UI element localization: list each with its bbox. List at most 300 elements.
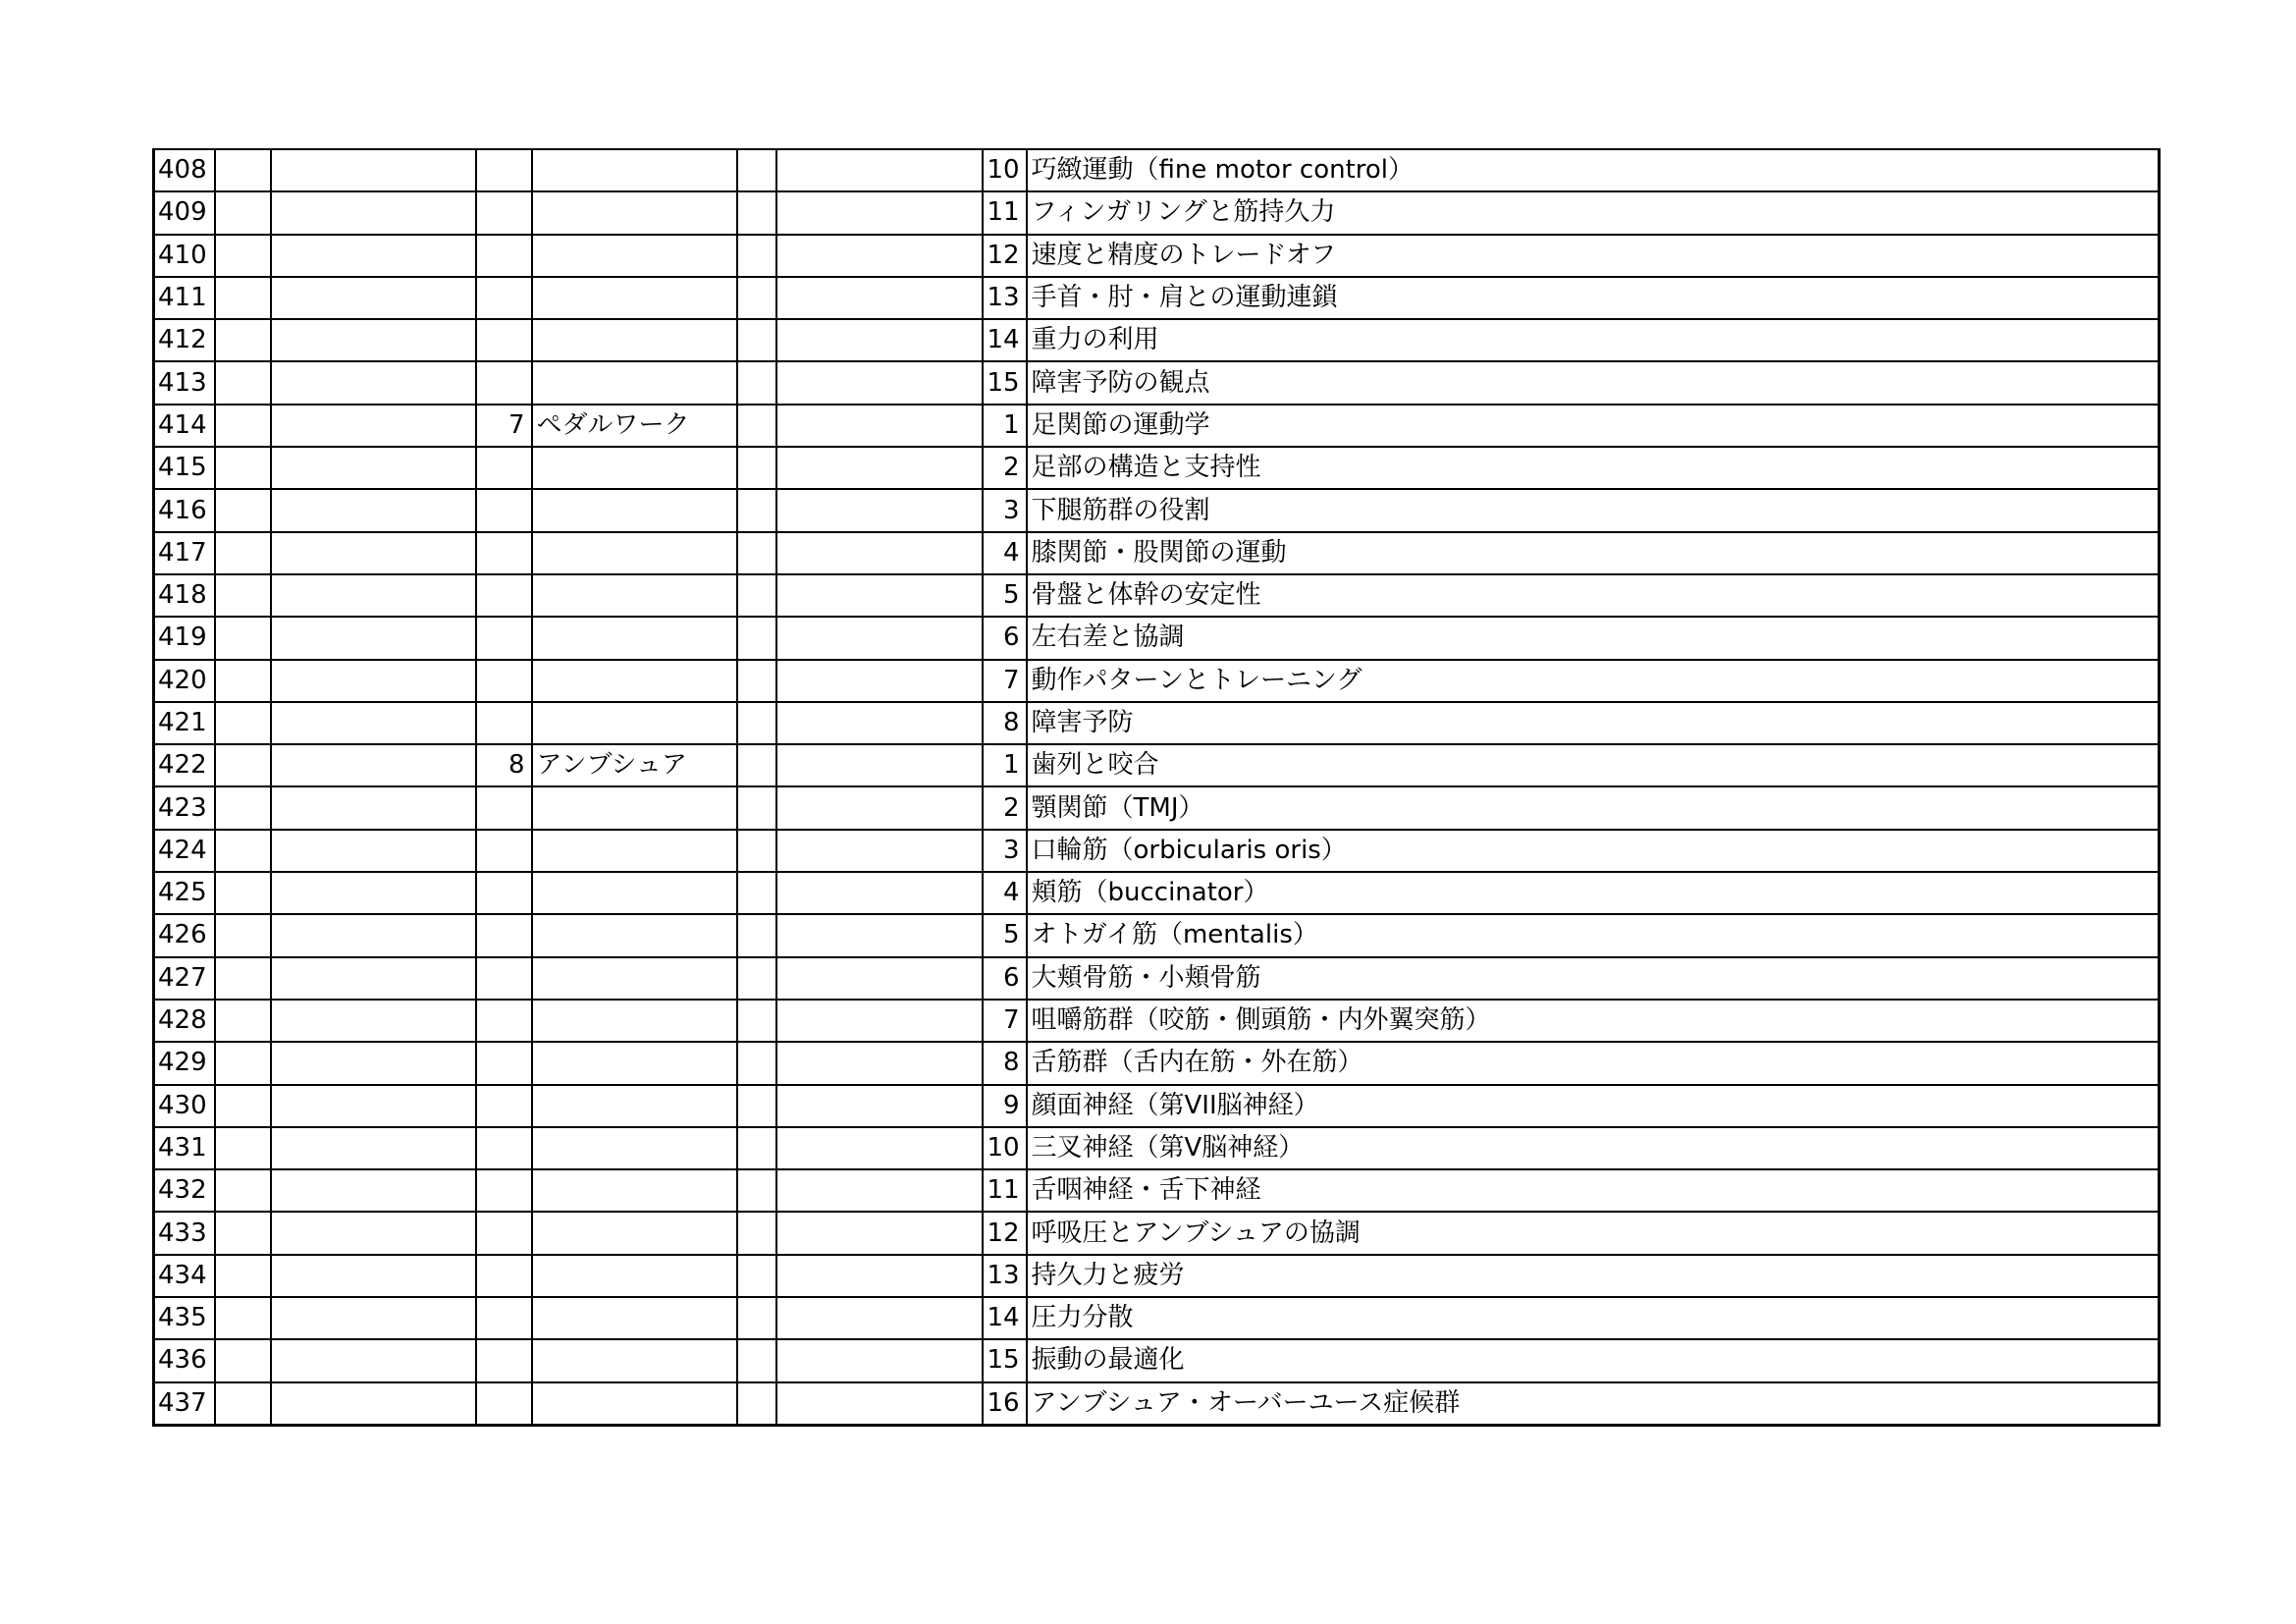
row-number-cell: 414 xyxy=(154,405,215,447)
level3-title-cell xyxy=(776,235,983,277)
item-number-cell: 7 xyxy=(983,1000,1027,1042)
level1-title-cell xyxy=(271,1169,476,1212)
row-number-cell: 415 xyxy=(154,447,215,489)
table-row xyxy=(154,1212,2160,1254)
table-row xyxy=(154,235,2160,277)
item-number-cell: 14 xyxy=(983,319,1027,361)
level3-number-cell xyxy=(737,830,776,872)
item-number-cell: 4 xyxy=(983,872,1027,914)
row-number-cell: 417 xyxy=(154,532,215,574)
level1-title-cell xyxy=(271,277,476,319)
level2-title-cell xyxy=(532,489,737,531)
level3-title-cell xyxy=(776,660,983,702)
table-row xyxy=(154,830,2160,872)
item-number-cell: 12 xyxy=(983,1212,1027,1254)
level2-title-cell xyxy=(532,277,737,319)
item-title-cell: 重力の利用 xyxy=(1027,319,2160,361)
level3-number-cell xyxy=(737,1042,776,1084)
level1-title-cell xyxy=(271,744,476,786)
item-title-cell: 咀嚼筋群（咬筋・側頭筋・内外翼突筋） xyxy=(1027,1000,2160,1042)
level2-title-cell xyxy=(532,1255,737,1297)
level2-number-cell xyxy=(476,149,532,191)
level1-number-cell xyxy=(215,149,271,191)
table-row xyxy=(154,1255,2160,1297)
level3-number-cell xyxy=(737,149,776,191)
level1-title-cell xyxy=(271,660,476,702)
level3-number-cell xyxy=(737,319,776,361)
table-row xyxy=(154,957,2160,1000)
item-title-cell: 呼吸圧とアンブシュアの協調 xyxy=(1027,1212,2160,1254)
level2-number-cell xyxy=(476,660,532,702)
item-title-cell: 三叉神経（第V脳神経） xyxy=(1027,1127,2160,1169)
level3-title-cell xyxy=(776,914,983,956)
item-title-cell: 頬筋（buccinator） xyxy=(1027,872,2160,914)
level3-number-cell xyxy=(737,1339,776,1381)
level3-number-cell xyxy=(737,532,776,574)
item-number-cell: 6 xyxy=(983,617,1027,659)
item-title-cell: 顎関節（TMJ） xyxy=(1027,786,2160,829)
table-row xyxy=(154,489,2160,531)
level2-number-cell xyxy=(476,1127,532,1169)
row-number-cell: 427 xyxy=(154,957,215,1000)
level1-title-cell xyxy=(271,914,476,956)
level3-number-cell xyxy=(737,1382,776,1426)
item-title-cell: 下腿筋群の役割 xyxy=(1027,489,2160,531)
level1-number-cell xyxy=(215,1212,271,1254)
table-row xyxy=(154,532,2160,574)
item-title-cell: 巧緻運動（fine motor control） xyxy=(1027,149,2160,191)
item-number-cell: 2 xyxy=(983,786,1027,829)
spreadsheet-page xyxy=(152,148,2161,1427)
level2-number-cell xyxy=(476,1339,532,1381)
level3-number-cell xyxy=(737,872,776,914)
level1-number-cell xyxy=(215,957,271,1000)
item-number-cell: 3 xyxy=(983,489,1027,531)
level1-number-cell xyxy=(215,574,271,617)
level2-title-cell xyxy=(532,872,737,914)
level3-number-cell xyxy=(737,957,776,1000)
level1-title-cell xyxy=(271,1042,476,1084)
level3-number-cell xyxy=(737,914,776,956)
level3-title-cell xyxy=(776,532,983,574)
level3-number-cell xyxy=(737,191,776,234)
item-number-cell: 12 xyxy=(983,235,1027,277)
level3-title-cell xyxy=(776,744,983,786)
table-row xyxy=(154,405,2160,447)
level2-number-cell xyxy=(476,277,532,319)
table-row xyxy=(154,574,2160,617)
row-number-cell: 434 xyxy=(154,1255,215,1297)
level1-title-cell xyxy=(271,702,476,744)
item-number-cell: 11 xyxy=(983,191,1027,234)
row-number-cell: 419 xyxy=(154,617,215,659)
level3-number-cell xyxy=(737,447,776,489)
row-number-cell: 426 xyxy=(154,914,215,956)
item-title-cell: 舌筋群（舌内在筋・外在筋） xyxy=(1027,1042,2160,1084)
item-title-cell: 障害予防の観点 xyxy=(1027,361,2160,404)
item-number-cell: 4 xyxy=(983,532,1027,574)
level2-title-cell xyxy=(532,1085,737,1127)
row-number-cell: 413 xyxy=(154,361,215,404)
row-number-cell: 435 xyxy=(154,1297,215,1339)
level1-title-cell xyxy=(271,319,476,361)
row-number-cell: 412 xyxy=(154,319,215,361)
table-body xyxy=(154,149,2160,1425)
level1-number-cell xyxy=(215,1382,271,1426)
level2-title-cell xyxy=(532,319,737,361)
level2-number-cell xyxy=(476,319,532,361)
table-row xyxy=(154,1169,2160,1212)
level2-number-cell xyxy=(476,574,532,617)
level1-number-cell xyxy=(215,1255,271,1297)
row-number-cell: 430 xyxy=(154,1085,215,1127)
level3-number-cell xyxy=(737,574,776,617)
level2-title-cell xyxy=(532,1042,737,1084)
level1-title-cell xyxy=(271,532,476,574)
level2-title-cell xyxy=(532,447,737,489)
item-title-cell: 足部の構造と支持性 xyxy=(1027,447,2160,489)
item-title-cell: 動作パターンとトレーニング xyxy=(1027,660,2160,702)
item-title-cell: 口輪筋（orbicularis oris） xyxy=(1027,830,2160,872)
level1-title-cell xyxy=(271,489,476,531)
level1-number-cell xyxy=(215,319,271,361)
item-title-cell: 歯列と咬合 xyxy=(1027,744,2160,786)
level2-number-cell xyxy=(476,235,532,277)
level2-title-cell xyxy=(532,532,737,574)
level1-title-cell xyxy=(271,1212,476,1254)
item-title-cell: 大頬骨筋・小頬骨筋 xyxy=(1027,957,2160,1000)
level3-title-cell xyxy=(776,1169,983,1212)
level3-number-cell xyxy=(737,235,776,277)
item-number-cell: 5 xyxy=(983,914,1027,956)
item-title-cell: オトガイ筋（mentalis） xyxy=(1027,914,2160,956)
table-row xyxy=(154,277,2160,319)
level2-number-cell xyxy=(476,532,532,574)
level3-number-cell xyxy=(737,277,776,319)
level2-number-cell xyxy=(476,1212,532,1254)
item-title-cell: 障害予防 xyxy=(1027,702,2160,744)
table-row xyxy=(154,361,2160,404)
row-number-cell: 423 xyxy=(154,786,215,829)
table-row xyxy=(154,702,2160,744)
level1-number-cell xyxy=(215,1000,271,1042)
table-row xyxy=(154,872,2160,914)
level3-number-cell xyxy=(737,1000,776,1042)
level2-title-cell: ペダルワーク xyxy=(532,405,737,447)
level3-title-cell xyxy=(776,1000,983,1042)
level3-title-cell xyxy=(776,149,983,191)
level3-title-cell xyxy=(776,1255,983,1297)
table-row xyxy=(154,617,2160,659)
level3-title-cell xyxy=(776,574,983,617)
level3-title-cell xyxy=(776,1382,983,1426)
level1-number-cell xyxy=(215,872,271,914)
table-row xyxy=(154,1297,2160,1339)
item-title-cell: 膝関節・股関節の運動 xyxy=(1027,532,2160,574)
item-number-cell: 11 xyxy=(983,1169,1027,1212)
item-title-cell: 振動の最適化 xyxy=(1027,1339,2160,1381)
level1-title-cell xyxy=(271,149,476,191)
item-number-cell: 5 xyxy=(983,574,1027,617)
level3-number-cell xyxy=(737,1212,776,1254)
row-number-cell: 418 xyxy=(154,574,215,617)
level1-number-cell xyxy=(215,660,271,702)
level2-title-cell xyxy=(532,574,737,617)
level2-title-cell xyxy=(532,617,737,659)
level1-number-cell xyxy=(215,744,271,786)
level2-title-cell xyxy=(532,1339,737,1381)
item-title-cell: 足関節の運動学 xyxy=(1027,405,2160,447)
level3-number-cell xyxy=(737,660,776,702)
table-row xyxy=(154,149,2160,191)
row-number-cell: 429 xyxy=(154,1042,215,1084)
level2-number-cell xyxy=(476,447,532,489)
level3-number-cell xyxy=(737,1169,776,1212)
level3-number-cell xyxy=(737,744,776,786)
level1-title-cell xyxy=(271,1000,476,1042)
level1-title-cell xyxy=(271,447,476,489)
level3-number-cell xyxy=(737,405,776,447)
table-row xyxy=(154,744,2160,786)
level1-title-cell xyxy=(271,1127,476,1169)
level1-number-cell xyxy=(215,1339,271,1381)
level3-number-cell xyxy=(737,361,776,404)
item-number-cell: 8 xyxy=(983,702,1027,744)
level1-title-cell xyxy=(271,1085,476,1127)
level3-title-cell xyxy=(776,957,983,1000)
table-row xyxy=(154,914,2160,956)
level1-title-cell xyxy=(271,235,476,277)
item-number-cell: 6 xyxy=(983,957,1027,1000)
item-number-cell: 8 xyxy=(983,1042,1027,1084)
level3-title-cell xyxy=(776,489,983,531)
level3-title-cell xyxy=(776,277,983,319)
row-number-cell: 408 xyxy=(154,149,215,191)
level2-number-cell xyxy=(476,1085,532,1127)
table-row xyxy=(154,1127,2160,1169)
level3-title-cell xyxy=(776,830,983,872)
level2-title-cell: アンブシュア xyxy=(532,744,737,786)
level1-number-cell xyxy=(215,361,271,404)
level3-number-cell xyxy=(737,1297,776,1339)
level1-title-cell xyxy=(271,830,476,872)
table-row xyxy=(154,447,2160,489)
level2-number-cell: 8 xyxy=(476,744,532,786)
table-row xyxy=(154,660,2160,702)
item-number-cell: 15 xyxy=(983,1339,1027,1381)
level2-number-cell xyxy=(476,1255,532,1297)
level2-title-cell xyxy=(532,1212,737,1254)
level2-title-cell xyxy=(532,235,737,277)
table-row xyxy=(154,786,2160,829)
level2-number-cell xyxy=(476,489,532,531)
level1-number-cell xyxy=(215,702,271,744)
level2-number-cell xyxy=(476,1000,532,1042)
item-title-cell: 骨盤と体幹の安定性 xyxy=(1027,574,2160,617)
level2-number-cell xyxy=(476,1042,532,1084)
level2-number-cell xyxy=(476,702,532,744)
level3-title-cell xyxy=(776,447,983,489)
level3-title-cell xyxy=(776,1339,983,1381)
level1-number-cell xyxy=(215,1085,271,1127)
row-number-cell: 428 xyxy=(154,1000,215,1042)
level2-number-cell xyxy=(476,617,532,659)
level3-number-cell xyxy=(737,489,776,531)
item-title-cell: 顔面神経（第VII脳神経） xyxy=(1027,1085,2160,1127)
level3-title-cell xyxy=(776,1042,983,1084)
item-number-cell: 13 xyxy=(983,277,1027,319)
level3-title-cell xyxy=(776,1085,983,1127)
level1-number-cell xyxy=(215,447,271,489)
item-title-cell: 速度と精度のトレードオフ xyxy=(1027,235,2160,277)
level2-title-cell xyxy=(532,1297,737,1339)
level2-number-cell xyxy=(476,361,532,404)
item-title-cell: 手首・肘・肩との運動連鎖 xyxy=(1027,277,2160,319)
level1-title-cell xyxy=(271,405,476,447)
item-title-cell: フィンガリングと筋持久力 xyxy=(1027,191,2160,234)
row-number-cell: 416 xyxy=(154,489,215,531)
level1-number-cell xyxy=(215,617,271,659)
item-number-cell: 2 xyxy=(983,447,1027,489)
row-number-cell: 410 xyxy=(154,235,215,277)
level2-title-cell xyxy=(532,702,737,744)
level2-number-cell xyxy=(476,1297,532,1339)
level1-title-cell xyxy=(271,574,476,617)
level2-number-cell xyxy=(476,191,532,234)
row-number-cell: 425 xyxy=(154,872,215,914)
item-title-cell: 持久力と疲労 xyxy=(1027,1255,2160,1297)
level1-title-cell xyxy=(271,1339,476,1381)
level1-number-cell xyxy=(215,235,271,277)
level1-title-cell xyxy=(271,957,476,1000)
item-number-cell: 13 xyxy=(983,1255,1027,1297)
row-number-cell: 422 xyxy=(154,744,215,786)
level1-title-cell xyxy=(271,617,476,659)
level1-number-cell xyxy=(215,1042,271,1084)
level1-number-cell xyxy=(215,532,271,574)
level2-title-cell xyxy=(532,149,737,191)
row-number-cell: 432 xyxy=(154,1169,215,1212)
row-number-cell: 424 xyxy=(154,830,215,872)
level2-title-cell xyxy=(532,660,737,702)
level3-title-cell xyxy=(776,702,983,744)
level2-number-cell xyxy=(476,872,532,914)
level3-number-cell xyxy=(737,617,776,659)
level1-number-cell xyxy=(215,191,271,234)
table-row xyxy=(154,1339,2160,1381)
level1-number-cell xyxy=(215,1169,271,1212)
level3-title-cell xyxy=(776,1212,983,1254)
item-number-cell: 1 xyxy=(983,405,1027,447)
level2-number-cell xyxy=(476,957,532,1000)
level1-number-cell xyxy=(215,405,271,447)
level3-title-cell xyxy=(776,872,983,914)
table-row xyxy=(154,1085,2160,1127)
level3-title-cell xyxy=(776,1297,983,1339)
item-title-cell: アンブシュア・オーバーユース症候群 xyxy=(1027,1382,2160,1426)
table-row xyxy=(154,191,2160,234)
row-number-cell: 411 xyxy=(154,277,215,319)
level2-title-cell xyxy=(532,1382,737,1426)
item-number-cell: 10 xyxy=(983,149,1027,191)
level2-title-cell xyxy=(532,1169,737,1212)
item-number-cell: 16 xyxy=(983,1382,1027,1426)
level2-number-cell xyxy=(476,914,532,956)
row-number-cell: 409 xyxy=(154,191,215,234)
level1-number-cell xyxy=(215,1127,271,1169)
level2-number-cell xyxy=(476,1382,532,1426)
item-number-cell: 15 xyxy=(983,361,1027,404)
data-table xyxy=(152,148,2161,1427)
level1-title-cell xyxy=(271,191,476,234)
level2-title-cell xyxy=(532,191,737,234)
level2-number-cell xyxy=(476,830,532,872)
item-number-cell: 10 xyxy=(983,1127,1027,1169)
item-number-cell: 9 xyxy=(983,1085,1027,1127)
level2-title-cell xyxy=(532,361,737,404)
level2-title-cell xyxy=(532,830,737,872)
table-row xyxy=(154,1000,2160,1042)
level2-title-cell xyxy=(532,914,737,956)
table-row xyxy=(154,1382,2160,1426)
level3-number-cell xyxy=(737,702,776,744)
level1-number-cell xyxy=(215,1297,271,1339)
row-number-cell: 436 xyxy=(154,1339,215,1381)
row-number-cell: 433 xyxy=(154,1212,215,1254)
level1-number-cell xyxy=(215,277,271,319)
item-title-cell: 圧力分散 xyxy=(1027,1297,2160,1339)
row-number-cell: 437 xyxy=(154,1382,215,1426)
level1-title-cell xyxy=(271,1255,476,1297)
level3-number-cell xyxy=(737,786,776,829)
level3-title-cell xyxy=(776,1127,983,1169)
item-number-cell: 1 xyxy=(983,744,1027,786)
table-row xyxy=(154,1042,2160,1084)
level1-number-cell xyxy=(215,489,271,531)
level1-number-cell xyxy=(215,786,271,829)
level3-title-cell xyxy=(776,191,983,234)
level2-number-cell xyxy=(476,1169,532,1212)
level3-title-cell xyxy=(776,405,983,447)
level3-title-cell xyxy=(776,361,983,404)
row-number-cell: 421 xyxy=(154,702,215,744)
level2-title-cell xyxy=(532,1000,737,1042)
level1-number-cell xyxy=(215,914,271,956)
level1-title-cell xyxy=(271,1297,476,1339)
row-number-cell: 420 xyxy=(154,660,215,702)
level1-title-cell xyxy=(271,872,476,914)
level3-title-cell xyxy=(776,319,983,361)
item-title-cell: 舌咽神経・舌下神経 xyxy=(1027,1169,2160,1212)
level3-number-cell xyxy=(737,1127,776,1169)
level2-number-cell: 7 xyxy=(476,405,532,447)
level3-title-cell xyxy=(776,617,983,659)
level2-title-cell xyxy=(532,786,737,829)
level1-title-cell xyxy=(271,361,476,404)
level1-title-cell xyxy=(271,1382,476,1426)
level3-number-cell xyxy=(737,1255,776,1297)
level3-number-cell xyxy=(737,1085,776,1127)
row-number-cell: 431 xyxy=(154,1127,215,1169)
item-number-cell: 7 xyxy=(983,660,1027,702)
item-number-cell: 14 xyxy=(983,1297,1027,1339)
level2-title-cell xyxy=(532,957,737,1000)
level2-title-cell xyxy=(532,1127,737,1169)
item-title-cell: 左右差と協調 xyxy=(1027,617,2160,659)
level1-number-cell xyxy=(215,830,271,872)
table-row xyxy=(154,319,2160,361)
level1-title-cell xyxy=(271,786,476,829)
